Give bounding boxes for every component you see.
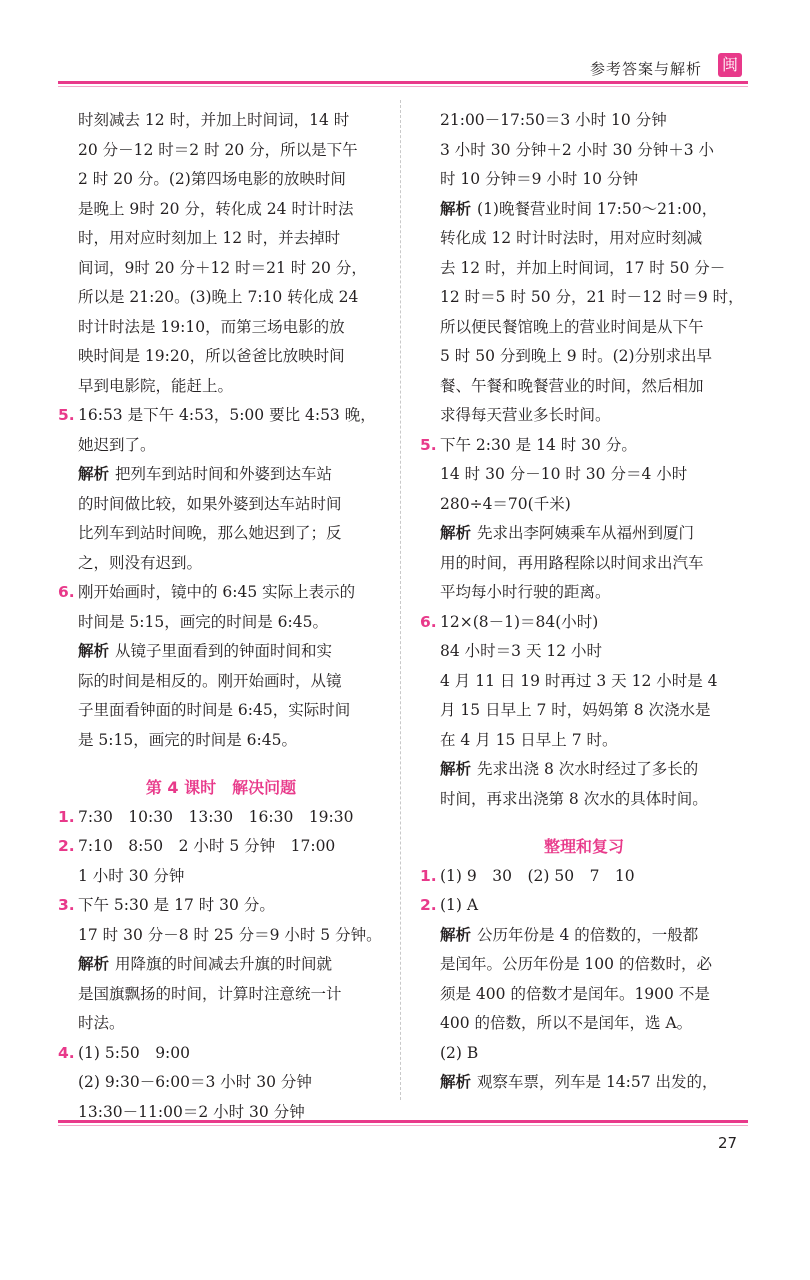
text-line: 之，则没有迟到。 <box>78 553 203 572</box>
text-line: 在 4 月 15 日早上 7 时。 <box>440 730 618 749</box>
item-text: 刚开始画时，镜中的 6:45 实际上表示的 <box>78 583 356 601</box>
item-number: 2. <box>420 896 437 914</box>
footer-rule-thin <box>58 1125 748 1126</box>
answer-item <box>420 891 748 921</box>
analysis-line <box>58 460 384 490</box>
text-line: (2) 9:30－6:00＝3 小时 30 分钟 <box>78 1073 312 1091</box>
item-text: (1) A <box>440 896 479 914</box>
answer-item <box>420 608 748 638</box>
analysis-label: 解析 <box>440 524 472 542</box>
item-text: (1) 5:50 9:00 <box>78 1043 190 1062</box>
header-rule <box>58 81 748 84</box>
text-line: 是国旗飘扬的时间，计算时注意统一计 <box>78 984 342 1003</box>
text-line: 20 分－12 时＝2 时 20 分，所以是下午 <box>78 140 358 159</box>
item-number: 5. <box>58 406 75 424</box>
item-number: 3. <box>58 896 75 914</box>
item-text: (1) 9 30 (2) 50 7 10 <box>440 866 635 885</box>
analysis-label: 解析 <box>440 760 472 778</box>
text-line: 间词，9时 20 分＋12 时＝21 时 20 分， <box>78 258 367 277</box>
answer-item <box>58 1039 384 1069</box>
text-line: 去 12 时，并加上时间词，17 时 50 分－ <box>440 258 726 277</box>
analysis-line <box>420 1068 748 1098</box>
answer-item <box>58 401 384 431</box>
spacer <box>58 755 384 773</box>
item-text: 7:30 10:30 13:30 16:30 19:30 <box>78 807 354 826</box>
spacer <box>420 814 748 832</box>
answer-item <box>58 803 384 833</box>
item-text: 7:10 8:50 2 小时 5 分钟 17:00 <box>78 837 336 855</box>
text-line: 21:00－17:50＝3 小时 10 分钟 <box>440 111 667 129</box>
analysis-label: 解析 <box>440 1073 472 1091</box>
header-badge: 闽 <box>718 53 742 77</box>
text-line: 4 月 11 日 19 时再过 3 天 12 小时是 4 <box>440 671 718 690</box>
text-line: 映时间是 19:20，所以爸爸比放映时间 <box>78 347 345 365</box>
text-line: 时刻减去 12 时，并加上时间词，14 时 <box>78 111 350 129</box>
text-line: 时 10 分钟＝9 小时 10 分钟 <box>440 170 638 188</box>
text-line: 是 5:15，画完的时间是 6:45。 <box>78 730 297 749</box>
item-text: 12×(8－1)＝84(小时) <box>440 612 599 631</box>
text-line: (2) B <box>440 1043 479 1062</box>
analysis-label: 解析 <box>78 465 110 483</box>
text-line: 须是 400 的倍数才是闰年。1900 不是 <box>440 984 710 1003</box>
analysis-text: 公历年份是 4 的倍数的，一般都 <box>477 925 699 944</box>
analysis-text: 先求出李阿姨乘车从福州到厦门 <box>477 524 695 542</box>
analysis-text: 观察车票，列车是 14:57 出发的， <box>477 1073 718 1091</box>
text-line: 求得每天营业多长时间。 <box>440 406 611 424</box>
analysis-label: 解析 <box>78 642 110 660</box>
item-number: 6. <box>58 583 75 601</box>
text-line: 14 时 30 分－10 时 30 分＝4 小时 <box>440 465 688 483</box>
analysis-label: 解析 <box>440 925 472 944</box>
section-heading: 整理和复习 <box>543 837 624 856</box>
text-line: 比列车到站时间晚，那么她迟到了；反 <box>78 524 342 542</box>
text-line: 5 时 50 分到晚上 9 时。(2)分别求出早 <box>440 347 713 365</box>
answer-item <box>58 891 384 921</box>
section-heading: 第 4 课时 解决问题 <box>145 778 297 797</box>
analysis-line <box>58 950 384 980</box>
answer-item <box>420 431 748 461</box>
header-rule-thin <box>58 86 748 87</box>
analysis-text: 从镜子里面看到的钟面时间和实 <box>115 642 333 660</box>
text-line: 84 小时＝3 天 12 小时 <box>440 642 603 660</box>
analysis-label: 解析 <box>440 199 472 218</box>
text-line: 餐、午餐和晚餐营业的时间，然后相加 <box>440 376 704 395</box>
text-line: 时法。 <box>78 1014 125 1032</box>
analysis-line <box>420 921 748 951</box>
analysis-text: 用降旗的时间减去升旗的时间就 <box>115 955 333 973</box>
text-line: 转化成 12 时计时法时，用对应时刻减 <box>440 229 703 247</box>
text-line: 280÷4＝70(千米) <box>440 494 571 513</box>
text-line: 13:30－11:00＝2 小时 30 分钟 <box>78 1102 305 1121</box>
analysis-line <box>420 519 748 549</box>
text-line: 时计时法是 19:10，而第三场电影的放 <box>78 317 345 336</box>
text-line: 12 时＝5 时 50 分，21 时－12 时＝9 时， <box>440 288 744 306</box>
text-line: 1 小时 30 分钟 <box>78 866 185 885</box>
item-number: 1. <box>420 866 437 885</box>
analysis-text: (1)晚餐营业时间 17:50～21:00， <box>477 199 718 218</box>
item-number: 6. <box>420 612 437 631</box>
text-line: 子里面看钟面的时间是 6:45，实际时间 <box>78 701 351 719</box>
column-divider <box>400 100 401 1100</box>
text-line: 是闰年。公历年份是 100 的倍数时，必 <box>440 955 712 973</box>
text-line: 时间，再求出浇第 8 次水的具体时间。 <box>440 789 708 808</box>
item-text: 16:53 是下午 4:53，5:00 要比 4:53 晚， <box>78 406 376 424</box>
text-line: 所以便民餐馆晚上的营业时间是从下午 <box>440 317 704 336</box>
answer-item <box>58 578 384 608</box>
text-line: 平均每小时行驶的距离。 <box>440 583 611 601</box>
analysis-line <box>420 195 748 225</box>
analysis-text: 把列车到站时间和外婆到达车站 <box>115 465 333 483</box>
text-line: 的时间做比较，如果外婆到达车站时间 <box>78 494 342 513</box>
left-column <box>58 106 384 1127</box>
text-line: 所以是 21:20。(3)晚上 7:10 转化成 24 <box>78 288 359 306</box>
item-number: 5. <box>420 435 437 454</box>
item-number: 4. <box>58 1043 75 1062</box>
text-line: 用的时间，再用路程除以时间求出汽车 <box>440 553 704 572</box>
page-number: 27 <box>718 1134 738 1152</box>
analysis-line <box>58 637 384 667</box>
text-line: 时，用对应时刻加上 12 时，并去掉时 <box>78 229 341 247</box>
text-line: 月 15 日早上 7 时，妈妈第 8 次浇水是 <box>440 701 711 719</box>
text-line: 际的时间是相反的。刚开始画时，从镜 <box>78 671 342 690</box>
answer-item <box>420 862 748 892</box>
text-line: 2 时 20 分。(2)第四场电影的放映时间 <box>78 170 346 188</box>
footer-rule <box>58 1120 748 1123</box>
text-line: 早到电影院，能赶上。 <box>78 376 234 395</box>
item-text: 下午 2:30 是 14 时 30 分。 <box>440 435 637 454</box>
item-number: 1. <box>58 807 75 826</box>
text-line: 400 的倍数，所以不是闰年，选 A。 <box>440 1014 693 1032</box>
right-column <box>420 106 748 1098</box>
header-title: 参考答案与解析 <box>590 60 703 78</box>
text-line: 是晚上 9时 20 分，转化成 24 时计时法 <box>78 199 354 218</box>
text-line: 她迟到了。 <box>78 435 156 454</box>
answer-item <box>58 832 384 862</box>
text-line: 时间是 5:15，画完的时间是 6:45。 <box>78 612 328 631</box>
analysis-line <box>420 755 748 785</box>
analysis-text: 先求出浇 8 次水时经过了多长的 <box>477 760 699 778</box>
item-number: 2. <box>58 837 75 855</box>
item-text: 下午 5:30 是 17 时 30 分。 <box>78 896 275 914</box>
text-line: 3 小时 30 分钟＋2 小时 30 分钟＋3 小 <box>440 140 715 159</box>
analysis-label: 解析 <box>78 955 110 973</box>
text-line: 17 时 30 分－8 时 25 分＝9 小时 5 分钟。 <box>78 925 382 944</box>
